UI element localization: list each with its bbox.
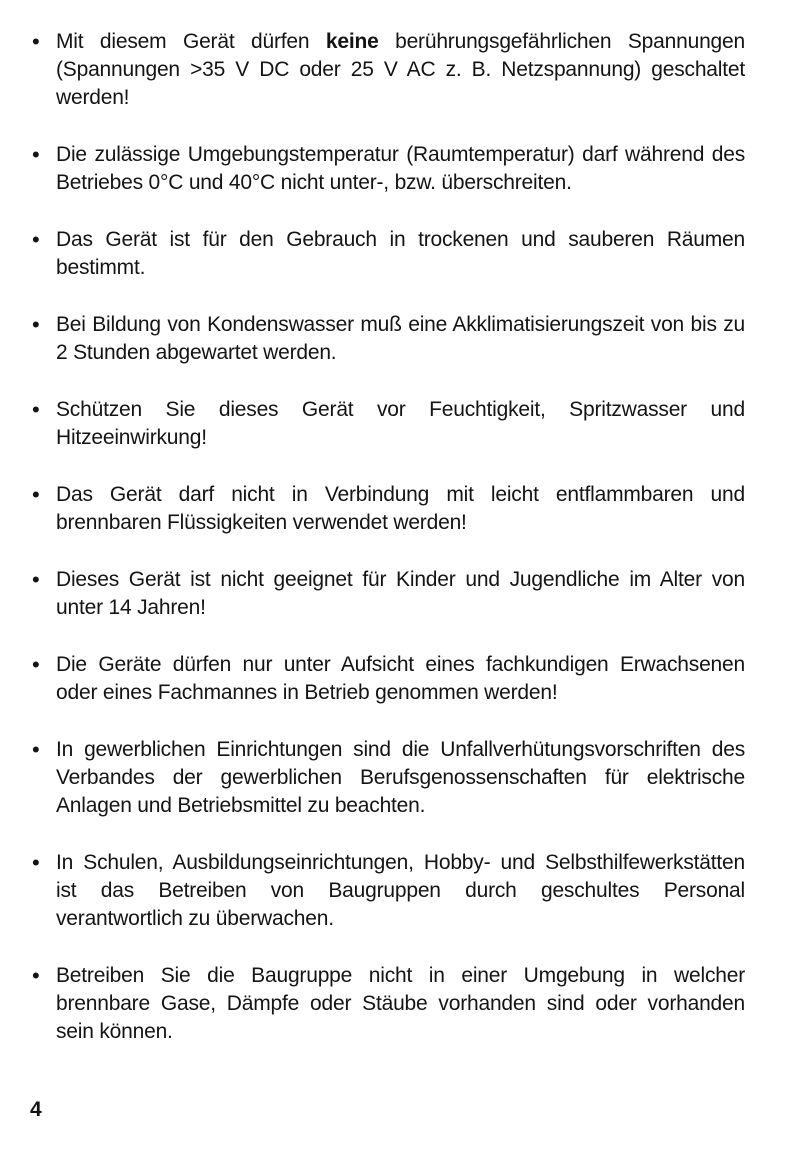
emphasis-text: keine (325, 30, 379, 53)
list-item (30, 311, 745, 367)
list-item (30, 226, 745, 282)
list-item-text: Bei Bildung von Kondenswasser muß eine Akklimatisierungszeit von bis zu 2 Stunden abgewartet werden. (56, 313, 745, 364)
bullet-icon: • (32, 737, 40, 762)
list-item-text: Die Geräte dürfen nur unter Aufsicht eines fachkundigen Erwachsenen oder eines Fachmannes in Betrieb genommen werden! (56, 653, 745, 704)
list-item-text: Mit diesem Gerät dürfen keine berührungsgefährlichen Spannungen (Spannungen >35 V DC oder 25 V AC z. B. Netzspannung) geschaltet werden! (56, 30, 745, 109)
safety-instructions-list (30, 28, 745, 1075)
bullet-icon: • (32, 227, 40, 252)
list-item (30, 849, 745, 933)
list-item (30, 566, 745, 622)
bullet-icon: • (32, 963, 40, 988)
list-item (30, 141, 745, 197)
list-item-text: Das Gerät darf nicht in Verbindung mit leicht entflammbaren und brennbaren Flüssigkeiten verwendet werden! (56, 483, 745, 534)
page-number: 4 (30, 1098, 42, 1121)
list-item-text: In Schulen, Ausbildungseinrichtungen, Hobby- und Selbsthilfewerkstätten ist das Betreiben von Baugruppen durch geschultes Personal verantwortlich zu überwachen. (56, 851, 745, 930)
list-item (30, 736, 745, 820)
bullet-icon: • (32, 850, 40, 875)
list-item-text: Das Gerät ist für den Gebrauch in trockenen und sauberen Räumen bestimmt. (56, 228, 745, 279)
list-item-text: Die zulässige Umgebungstemperatur (Raumtemperatur) darf während des Betriebes 0°C und 40°C nicht unter-, bzw. überschreiten. (56, 143, 745, 194)
list-item (30, 651, 745, 707)
list-item-text: Schützen Sie dieses Gerät vor Feuchtigkeit, Spritzwasser und Hitzeeinwirkung! (56, 398, 745, 449)
bullet-icon: • (32, 567, 40, 592)
bullet-icon: • (32, 142, 40, 167)
list-item-text: In gewerblichen Einrichtungen sind die Unfallverhütungsvorschriften des Verbandes der gewerblichen Berufsgenossenschaften für elektrische Anlagen und Betriebsmittel zu beachten. (56, 738, 745, 817)
list-item-text: Betreiben Sie die Baugruppe nicht in einer Umgebung in welcher brennbare Gase, Dämpfe oder Stäube vorhanden sind oder vorhanden sein können. (56, 964, 745, 1043)
bullet-icon: • (32, 397, 40, 422)
bullet-icon: • (32, 29, 40, 54)
list-item (30, 396, 745, 452)
list-item (30, 28, 745, 112)
list-item (30, 962, 745, 1046)
list-item (30, 481, 745, 537)
bullet-icon: • (32, 482, 40, 507)
bullet-icon: • (32, 652, 40, 677)
bullet-icon: • (32, 312, 40, 337)
list-item-text: Dieses Gerät ist nicht geeignet für Kinder und Jugendliche im Alter von unter 14 Jahren! (56, 568, 745, 619)
